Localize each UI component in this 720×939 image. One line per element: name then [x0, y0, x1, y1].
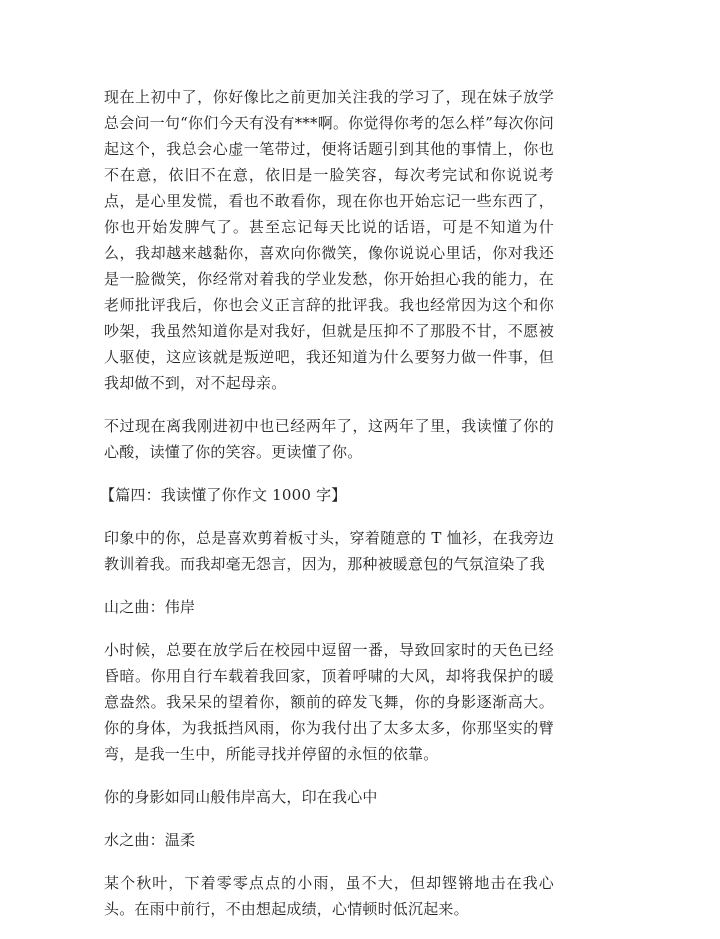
paragraph-3: 印象中的你，总是喜欢剪着板寸头，穿着随意的 T 恤衫，在我旁边教训着我。而我却毫无怨言，因为，那种被暖意包的气氛渲染了我 — [104, 529, 554, 573]
document-body — [100, 84, 554, 939]
paragraph-4: 小时候，总要在放学后在校园中逗留一番，导致回家时的天色已经昏暗。你用自行车载着我回家，顶着呼啸的大风，却将我保护的暖意盎然。我呆呆的望着你，额前的碎发飞舞，你的身影逐渐高大。你的身体，为我抵挡风雨，你为我付出了太多太多，你那坚实的臂弯，是我一生中，所能寻找并停留的永恒的依靠。 — [104, 641, 554, 763]
paragraph-2: 不过现在离我刚进初中也已经两年了，这两年了里，我读懂了你的心酸，读懂了你的笑容。更读懂了你。 — [104, 417, 554, 461]
subheading-mountain: 山之曲：伟岸 — [104, 598, 196, 616]
paragraph-5: 你的身影如同山般伟岸高大，印在我心中 — [104, 788, 378, 806]
paragraph-1: 现在上初中了，你好像比之前更加关注我的学习了，现在妹子放学总会问一句“你们今天有没有***啊。你觉得你考的怎么样”每次你问起这个，我总会心虚一笔带过，便将话题引到其他的事情上，你也不在意，依旧不在意，依旧是一脸笑容，每次考完试和你说说考点，是心里发慌，看也不敢看你，现在你也开始忘记一些东西了，你也开始发脾气了。甚至忘记每天比说的话语，可是不知道为什么，我却越来越黏你，喜欢向你微笑，像你说说心里话，你对我还是一脸微笑，你经常对着我的学业发愁，你开始担心我的能力，在老师批评我后，你也会义正言辞的批评我。我也经常因为这个和你吵架，我虽然知道你是对我好，但就是压抑不了那股不甘，不愿被人驱使，这应该就是叛逆吧，我还知道为什么要努力做一件事，但我却做不到，对不起母亲。 — [104, 88, 554, 392]
paragraph-6: 某个秋叶，下着零零点点的小雨，虽不大，但却铿锵地击在我心头。在雨中前行，不由想起成绩，心情顿时低沉起来。 — [104, 874, 554, 918]
section-heading: 【篇四：我读懂了你作文 1000 字】 — [100, 486, 347, 504]
subheading-water: 水之曲：温柔 — [104, 831, 196, 849]
